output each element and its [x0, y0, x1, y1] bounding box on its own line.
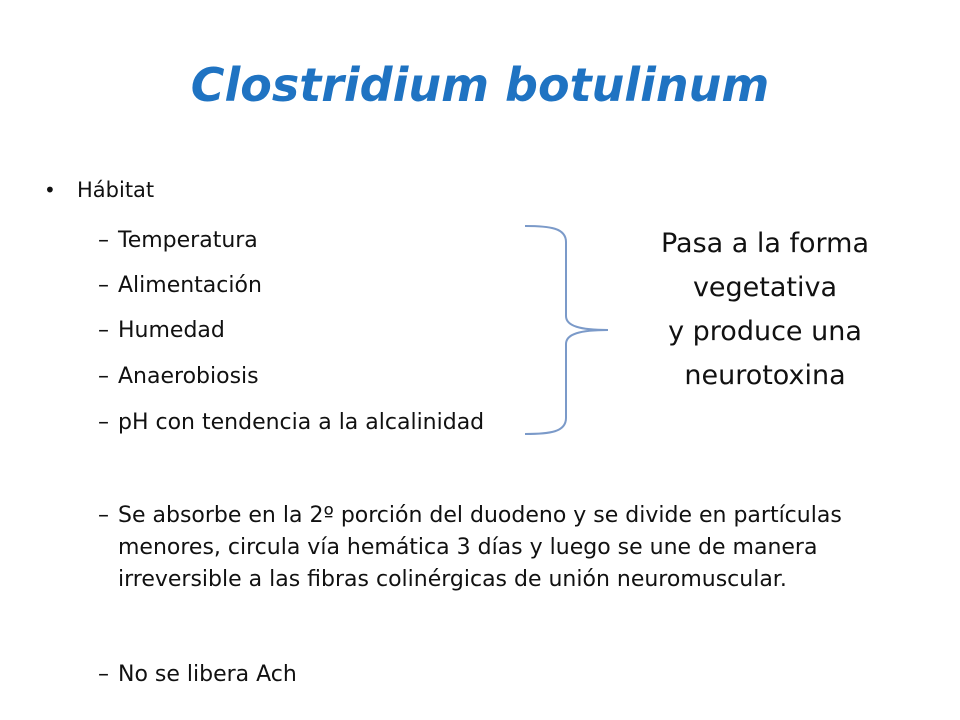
- sub-item-text: No se libera Ach: [118, 662, 297, 687]
- dash: –: [98, 662, 109, 687]
- sub-item-text: Humedad: [118, 318, 225, 343]
- sub-item-absorption-text: Se absorbe en la 2º porción del duodeno y se divide en partículas menores, circula vía hemática 3 días y luego se une de manera irreversible a las fibras colinérgicas de unión neuromuscular.: [118, 503, 842, 592]
- brace-path: [525, 226, 608, 434]
- sub-item-text: Anaerobiosis: [118, 364, 259, 389]
- dash: –: [98, 410, 109, 435]
- dash: –: [98, 273, 109, 298]
- dash: –: [98, 228, 109, 253]
- side-note-line: Pasa a la forma: [660, 228, 870, 259]
- side-note-line: neurotoxina: [684, 360, 846, 391]
- side-note: [600, 222, 930, 398]
- slide-title: Clostridium botulinum: [190, 58, 770, 112]
- dash: –: [98, 503, 109, 528]
- bullet-habitat-text: Hábitat: [77, 178, 155, 202]
- bullet-dot: •: [44, 178, 56, 202]
- dash: –: [98, 364, 109, 389]
- side-note-line: y produce una: [668, 316, 862, 347]
- sub-item-text: Alimentación: [118, 273, 262, 298]
- sub-item-text: Temperatura: [118, 228, 258, 253]
- sub-item-text: pH con tendencia a la alcalinidad: [118, 410, 485, 435]
- side-note-line: vegetativa: [692, 272, 838, 303]
- sub-item-absorption: [98, 500, 928, 596]
- dash: –: [98, 318, 109, 343]
